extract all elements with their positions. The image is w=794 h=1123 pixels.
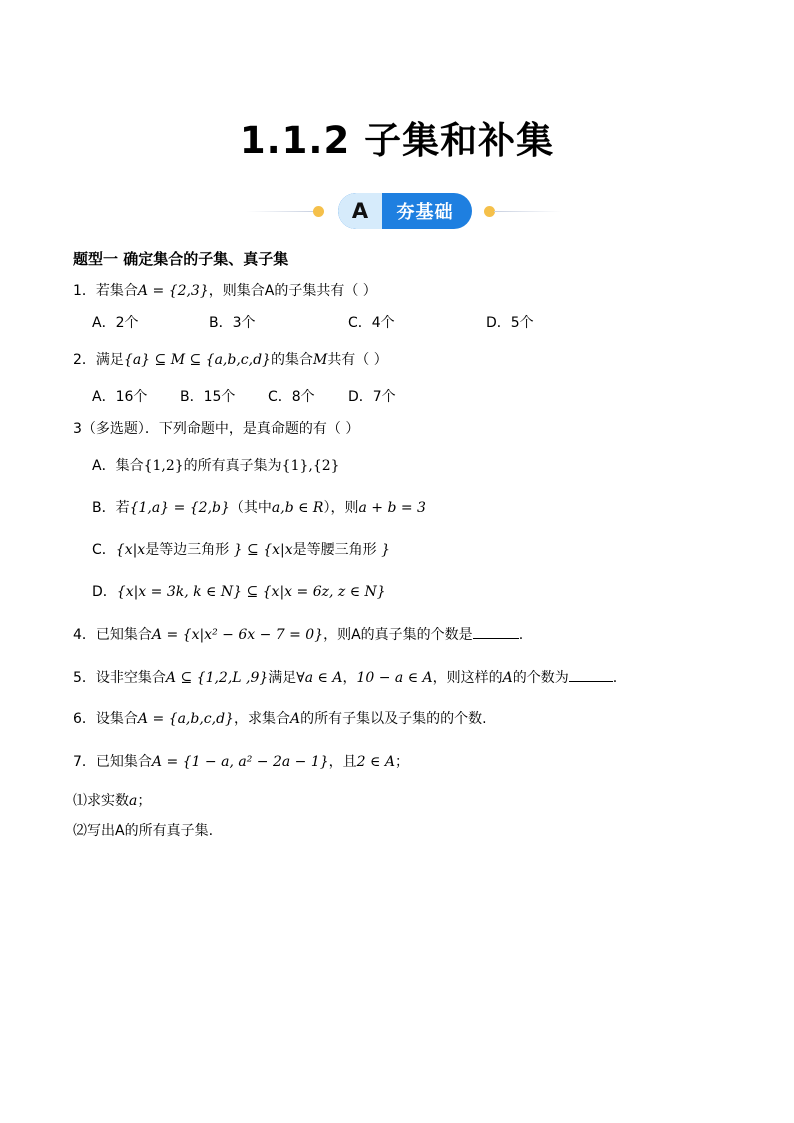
question-6-stem: 6．设集合 (73, 711, 138, 727)
question-7-part-1-end: ； (137, 793, 152, 809)
question-4 (73, 624, 523, 645)
question-5-answer-blank[interactable] (569, 667, 613, 682)
question-3-option-a-math2: {1},{2} (281, 458, 340, 474)
question-2-option-d: D．7个 (348, 389, 396, 405)
question-2 (73, 350, 388, 370)
banner-dot-left (313, 206, 324, 217)
question-3-option-b-math3: a + b = 3 (358, 500, 426, 516)
question-4-stem: 4．已知集合 (73, 627, 152, 643)
question-5-text2: ， (342, 670, 357, 686)
question-7-end: ； (394, 754, 409, 770)
question-3-option-c (92, 540, 390, 560)
question-3-option-a-label: A．集合 (92, 458, 144, 474)
question-5-end: . (612, 670, 618, 686)
banner-line-right (494, 211, 562, 212)
section-banner (0, 191, 794, 231)
question-7-part-1-text: ⑴求实数 (73, 793, 129, 809)
question-6-text: ，求集合 (233, 711, 290, 727)
question-7-part-2: ⑵写出A的所有真子集. (73, 823, 214, 839)
question-3-option-c-math3: } (381, 542, 390, 558)
question-3-option-c-text1: 是等边三角形 (145, 542, 234, 558)
question-2-rest: 的集合 (270, 352, 313, 368)
question-3-option-b-text2: ），则 (323, 500, 359, 516)
question-5-math1: A ⊆ {1,2,L ,9} (165, 670, 269, 686)
question-3-option-b-math2: a,b ∈ R (271, 500, 324, 516)
question-3-option-b-text: （其中 (229, 500, 272, 516)
question-3-option-a-text: 的所有真子集为 (183, 458, 282, 474)
question-1-option-a: A．2个 (92, 315, 139, 331)
question-3-option-b-label: B．若 (92, 500, 130, 516)
banner-label: 夯基础 (396, 202, 454, 223)
question-3-option-d-label: D． (92, 584, 117, 600)
question-1-option-c: C．4个 (348, 315, 395, 331)
question-3-option-c-text2: 是等腰三角形 (292, 542, 382, 558)
question-7-part-1 (73, 791, 151, 811)
question-3-option-d-math: {x|x = 3k, k ∈ N} ⊆ {x|x = 6z, z ∈ N} (116, 584, 386, 600)
question-2-option-c: C．8个 (268, 389, 315, 405)
question-3-option-c-math1: {x|x (115, 542, 146, 558)
question-5 (73, 667, 617, 688)
question-2-math: {a} ⊆ M ⊆ {a,b,c,d} (123, 352, 271, 368)
question-6 (73, 709, 487, 729)
question-5-stem: 5．设非空集合 (73, 670, 166, 686)
question-6-math: A = {a,b,c,d} (137, 711, 234, 727)
question-4-answer-blank[interactable] (473, 624, 519, 639)
question-5-text1: 满足 (268, 670, 297, 686)
question-3: 3（多选题）．下列命题中，是真命题的有（ ） (73, 421, 360, 437)
question-3-option-b-math1: {1,a} = {2,b} (129, 500, 230, 516)
page-title: 1.1.2 子集和补集 (239, 119, 555, 162)
question-7 (73, 752, 409, 772)
question-2-rest2: 共有（ ） (327, 352, 388, 368)
question-3-option-b (92, 498, 426, 518)
question-2-option-a: A．16个 (92, 389, 148, 405)
question-4-math: A = {x|x² − 6x − 7 = 0} (151, 627, 324, 643)
question-3-option-d (92, 582, 386, 602)
banner-badge (338, 193, 472, 229)
question-5-math2: ∀a ∈ A (296, 670, 343, 686)
question-7-stem: 7．已知集合 (73, 754, 152, 770)
question-3-option-c-math2: } ⊆ {x|x (233, 542, 293, 558)
question-7-math: A = {1 − a, a² − 2a − 1} (151, 754, 329, 770)
question-2-var: M (312, 352, 328, 368)
question-5-math3: 10 − a ∈ A (356, 670, 433, 686)
question-7-text: ，且 (328, 754, 357, 770)
question-7-math2: 2 ∈ A (356, 754, 395, 770)
question-2-stem: 2．满足 (73, 352, 124, 368)
question-1-option-d: D．5个 (486, 315, 534, 331)
question-2-option-b: B．15个 (180, 389, 236, 405)
question-1-rest: ，则集合A的子集共有（ ） (208, 283, 377, 299)
question-5-text3: ，则这样的 (432, 670, 503, 686)
question-4-end: . (518, 627, 524, 643)
question-7-part-1-var: a (129, 793, 138, 809)
question-6-rest: 的所有子集以及子集的的个数. (300, 711, 487, 727)
section-heading: 题型一 确定集合的子集、真子集 (73, 250, 289, 268)
banner-line-left (247, 211, 315, 212)
question-1-stem: 1．若集合 (73, 283, 138, 299)
question-5-var: A (502, 670, 513, 686)
question-3-option-c-label: C． (92, 542, 116, 558)
question-4-rest: ，则A的真子集的个数是 (323, 627, 473, 643)
banner-letter: A (338, 193, 382, 229)
question-1-math: A = {2,3} (137, 283, 209, 299)
question-5-rest: 的个数为 (512, 670, 569, 686)
question-6-var: A (289, 711, 301, 727)
question-3-option-a-math1: {1,2} (143, 458, 184, 474)
question-3-option-a (92, 456, 340, 476)
question-1 (73, 281, 377, 301)
question-1-option-b: B．3个 (209, 315, 256, 331)
